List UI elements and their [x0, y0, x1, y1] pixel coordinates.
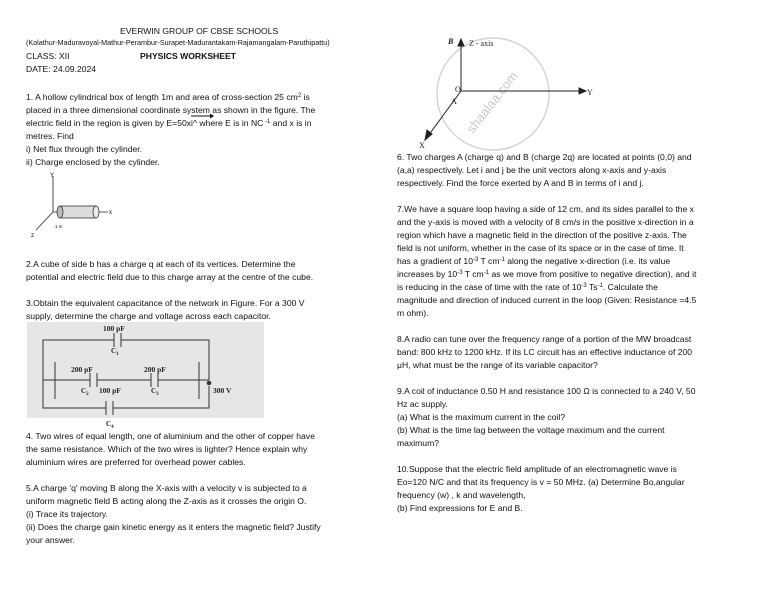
q5-line3: (i) Trace its trajectory. — [26, 509, 108, 519]
q9-line1: 9.A coil of inductance 0.50 H and resistance 100 Ω is connected to a 240 V, 50 — [397, 386, 696, 396]
fig1-x-label: x — [109, 210, 112, 216]
q8-line2: band: 800 kHz to 1200 kHz. If its LC circuit has an effective inductance of 200 — [397, 347, 693, 357]
q1-part-i: i) Net flux through the cylinder. — [26, 144, 143, 154]
q4-line1: 4. Two wires of equal length, one of aluminium and the other of copper have — [26, 431, 315, 441]
q7-line1: 7.We have a square loop having a side of 12 cm, and its sides parallel to the x — [397, 204, 694, 214]
supply-voltage: 300 V — [213, 386, 232, 395]
q9-line4: (b) What is the time lag between the voltage maximum and the current — [397, 425, 665, 435]
q5-line1: 5.A charge 'q' moving B along the X-axis with a velocity v is subjected to a — [26, 483, 307, 493]
z-axis-label: Z - axis — [469, 39, 494, 48]
fig1-y-label: Y — [50, 173, 55, 179]
q1-part-ii: ii) Charge enclosed by the cylinder. — [26, 157, 160, 167]
q9-line5: maximum? — [397, 438, 440, 448]
q10-line1: 10.Suppose that the electric field amplitude of an electromagnetic wave is — [397, 464, 677, 474]
charges-axes-figure — [415, 26, 605, 154]
c2-name: $C_2$ — [81, 387, 89, 397]
c4-name: $C_4$ — [106, 420, 114, 430]
c4-value: 100 pF — [99, 386, 121, 395]
watermark-text: shaalaa.com — [463, 68, 521, 136]
branch-list: (Kolathur-Maduravoyal-Mathur-Perambur-Surapet-Madurantakam-Rajamangalam-Paruthipattu) — [26, 38, 330, 47]
date-label: DATE: 24.09.2024 — [26, 64, 97, 74]
c2-value: 200 pF — [71, 365, 93, 374]
q1-line1: 1. A hollow cylindrical box of length 1m and area of cross-section 25 $cm^2$ is — [26, 92, 310, 102]
fig1-length-label: 1 m — [55, 224, 63, 229]
q7-line3: region which have a magnetic field in the direction of the positive z-axis. The — [397, 230, 687, 240]
worksheet-title: PHYSICS WORKSHEET — [140, 51, 236, 61]
q7-line9: m ohm). — [397, 308, 429, 318]
q9-line2: Hz ac supply. — [397, 399, 448, 409]
x-axis-label: X — [419, 141, 425, 150]
cylinder-right-face — [93, 206, 99, 218]
school-name: EVERWIN GROUP OF CBSE SCHOOLS — [120, 26, 279, 36]
q1-line2: placed in a three dimensional coordinate system as shown in the figure. The — [26, 105, 316, 115]
y-axis-arrow — [579, 88, 586, 94]
class-label: CLASS: XII — [26, 51, 70, 61]
q4-line3: aluminium wires are preferred for overhead power cables. — [26, 457, 246, 467]
c1-name: $C_1$ — [111, 347, 119, 357]
q2-line1: 2.A cube of side b has a charge q at each of its vertices. Determine the — [26, 259, 296, 269]
q5-line5: your answer. — [26, 535, 75, 545]
c3-value: 200 pF — [144, 365, 166, 374]
cylinder-axes-figure — [28, 170, 118, 242]
q10-line2: Eo=120 N/C and that its frequency is v = 50 MHz. (a) Determine Bo,angular — [397, 477, 685, 487]
q10-line4: (b) Find expressions for E and B. — [397, 503, 523, 513]
z-axis-arrow — [458, 39, 464, 46]
q4-line2: the same resistance. Which of the two wires is lighter? Hence explain why — [26, 444, 308, 454]
supply-terminal — [207, 381, 211, 385]
cylinder-body — [60, 206, 96, 218]
capacitor-network-figure — [27, 322, 264, 430]
q1-line3: electric field in the region is given by E=50xi^ where E is in NC $^{-1}$ and x is in — [26, 118, 312, 128]
q6-line1: 6. Two charges A (charge q) and B (charge 2q) are located at points (0,0) and — [397, 152, 692, 162]
fig1-z-label: z — [31, 233, 34, 239]
q6-line2: (a,a) respectively. Let i and j be the unit vectors along x-axis and y-axis — [397, 165, 667, 175]
q8-line1: 8.A radio can tune over the frequency range of a portion of the MW broadcast — [397, 334, 692, 344]
vector-arrow-icon — [190, 111, 214, 119]
c3-name: $C_3$ — [151, 387, 159, 397]
z-axis-line — [36, 212, 53, 230]
origin-label: O — [455, 85, 461, 94]
point-b-label: B — [448, 37, 454, 46]
q7-line6: increases by $10^{-3}$ T $cm^{-1}$ as we move from positive to negative direction), and it — [397, 269, 697, 279]
q9-line3: (a) What is the maximum current in the coil? — [397, 412, 566, 422]
c1-value: 100 pF — [103, 324, 125, 333]
q5-line4: (ii) Does the charge gain kinetic energy as it enters the magnetic field? Justify — [26, 522, 321, 532]
y-axis-label: Y — [587, 88, 593, 97]
q7-line4: field is not uniform, whether in the case of its space or in the case of time. It — [397, 243, 684, 253]
point-a-label: A — [451, 97, 457, 106]
q3-line2: supply, determine the charge and voltage across each capacitor. — [26, 311, 271, 321]
cylinder-left-face — [57, 206, 63, 218]
q7-line8: magnitude and direction of induced current in the loop (Given: Resistance =4.5 — [397, 295, 697, 305]
q3-line1: 3.Obtain the equivalent capacitance of the network in Figure. For a 300 V — [26, 298, 305, 308]
q8-line3: μH, what must be the range of its variable capacitor? — [397, 360, 598, 370]
q7-line7: is reducing in the case of time with the rate of $10^{-3}$ $Ts^{-1}$. Calculate the — [397, 282, 658, 292]
q5-line2: uniform magnetic field B acting along the Z-axis as it crosses the origin O. — [26, 496, 307, 506]
q7-line5: has a gradient of $10^{-3}$ T $cm^{-1}$ along the negative x-direction (i.e. its value — [397, 256, 671, 266]
q6-line3: respectively. Find the force exerted by A and B in terms of i and j. — [397, 178, 644, 188]
q7-line2: and the y-axis is moved with a velocity of 8 cm/s in the positive x-direction in a — [397, 217, 694, 227]
q1-line4: metres. Find — [26, 131, 74, 141]
q10-line3: frequency (w) , k and wavelength, — [397, 490, 526, 500]
q2-line2: potential and electric field due to this charge array at the centre of the cube. — [26, 272, 314, 282]
